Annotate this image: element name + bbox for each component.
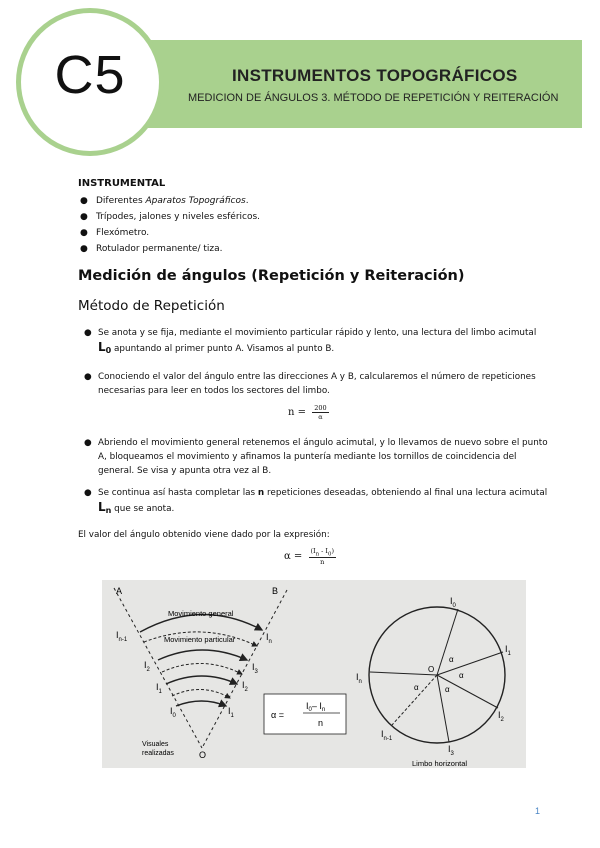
page-number: 1 [535,806,541,816]
bullet-icon: ● [80,244,88,254]
circle-label-O: O [428,665,435,674]
instrumental-title: INSTRUMENTAL [78,178,166,189]
label-mov-general: Movimiento general [168,609,234,618]
arc-solid-2 [158,650,247,660]
formula-n: n = $\frac{200}{\alpha}$ [288,404,327,421]
label-I3: $I_3$ [252,662,258,675]
arc-dashed-3 [172,689,230,698]
step-1: ● Se anota y se fija, mediante el movimiento particular rápido y lento, una lectura del limbo acimutal L0 apuntando al primer punto A. Visamos al punto B. [84,328,537,355]
item-text: . [245,196,249,206]
arc-solid-3 [166,676,237,684]
label-B: B [272,586,279,596]
label-mov-particular: Movimiento particular [164,635,236,644]
radius-In [370,672,437,675]
alpha-1: α [449,655,454,664]
instrumental-item [80,244,223,254]
repetition-diagram [102,580,526,768]
alpha-2: α [459,671,464,680]
bullet-icon: ● [80,228,88,238]
item-text: Rotulador permanente/ tiza. [96,244,223,254]
box-lhs: α = [271,710,284,720]
box-num: $I_0-$ $I_n$ [306,701,326,713]
label-O-left: O [199,750,207,760]
radius-I1 [437,652,503,675]
label-limbo: Limbo horizontal [412,759,468,768]
label-In: $I_n$ [266,632,272,645]
instrumental-item [80,196,249,206]
section-title: Medición de ángulos (Repetición y Reiteración) [78,268,465,284]
chapter-code: C5 [54,45,126,105]
formula-alpha: α = $\frac{(I_n - I_0)}{n}$ [284,547,334,567]
circle-label-I2: $I_2$ [498,710,504,723]
header-subtitle: MEDICION DE ÁNGULOS 3. MÉTODO DE REPETICIÓN Y REITERACIÓN [188,92,559,104]
item-text: Flexómetro. [96,228,150,238]
alpha-4: α [414,683,419,692]
bullet-icon: ● [84,438,92,448]
arc-solid-4 [176,701,226,706]
label-visuales: Visuales [142,741,169,748]
bullet-icon: ● [84,372,92,382]
item-text: Trípodes, jalones y niveles esféricos. [96,212,261,222]
circle-label-I0: $I_0$ [450,596,456,609]
bullet-icon: ● [84,328,92,338]
item-italic: Aparatos Topográficos [145,196,246,206]
item-text: Diferentes [96,196,146,206]
instrumental-item [80,228,149,238]
label-realizadas: realizadas [142,750,174,757]
bullet-icon: ● [80,212,88,222]
circle-label-In: $I_n$ [356,672,362,685]
method-title: Método de Repetición [78,298,225,314]
label-I2-right: $I_2$ [242,680,248,693]
bullet-icon: ● [84,488,92,498]
label-I1-right: $I_1$ [228,706,234,719]
expression-text: El valor del ángulo obtenido viene dado por la expresión: [78,530,330,540]
label-In1: $I_{n-1}$ [116,630,128,643]
box-den: n [318,718,324,728]
step-3: ● Abriendo el movimiento general retenemos el ángulo acimutal, y lo llevamos de nuevo sobre el punto A, bloqueamos el movimiento y afinamos la puntería mediante los tornillos de coincidencia del general. Se visa y apunta otra vez al B. [84,438,548,476]
label-I0-left: $I_0$ [170,706,176,719]
label-I1-left: $I_1$ [156,682,162,695]
label-I2-left: $I_2$ [144,660,150,673]
instrumental-item [80,212,260,222]
circle-label-In1: $I_{n-1}$ [381,729,393,742]
alpha-3: α [445,685,450,694]
step-2: ● Conociendo el valor del ángulo entre las direcciones A y B, calcularemos el número de repeticiones necesarias para leer en todos los sectores del limbo. [84,372,536,396]
header-title: INSTRUMENTOS TOPOGRÁFICOS [232,66,518,85]
label-A: A [116,586,123,596]
step-4: ● Se continua así hasta completar las n repeticiones deseadas, obteniendo al final una lectura acimutal Ln que se anota. [84,488,548,515]
circle-label-I1: $I_1$ [505,644,511,657]
arc-dashed-2 [162,663,242,674]
diagram-svg [102,580,526,768]
bullet-icon: ● [80,196,88,206]
radius-I0 [437,609,458,675]
circle-label-I3: $I_3$ [448,744,454,757]
